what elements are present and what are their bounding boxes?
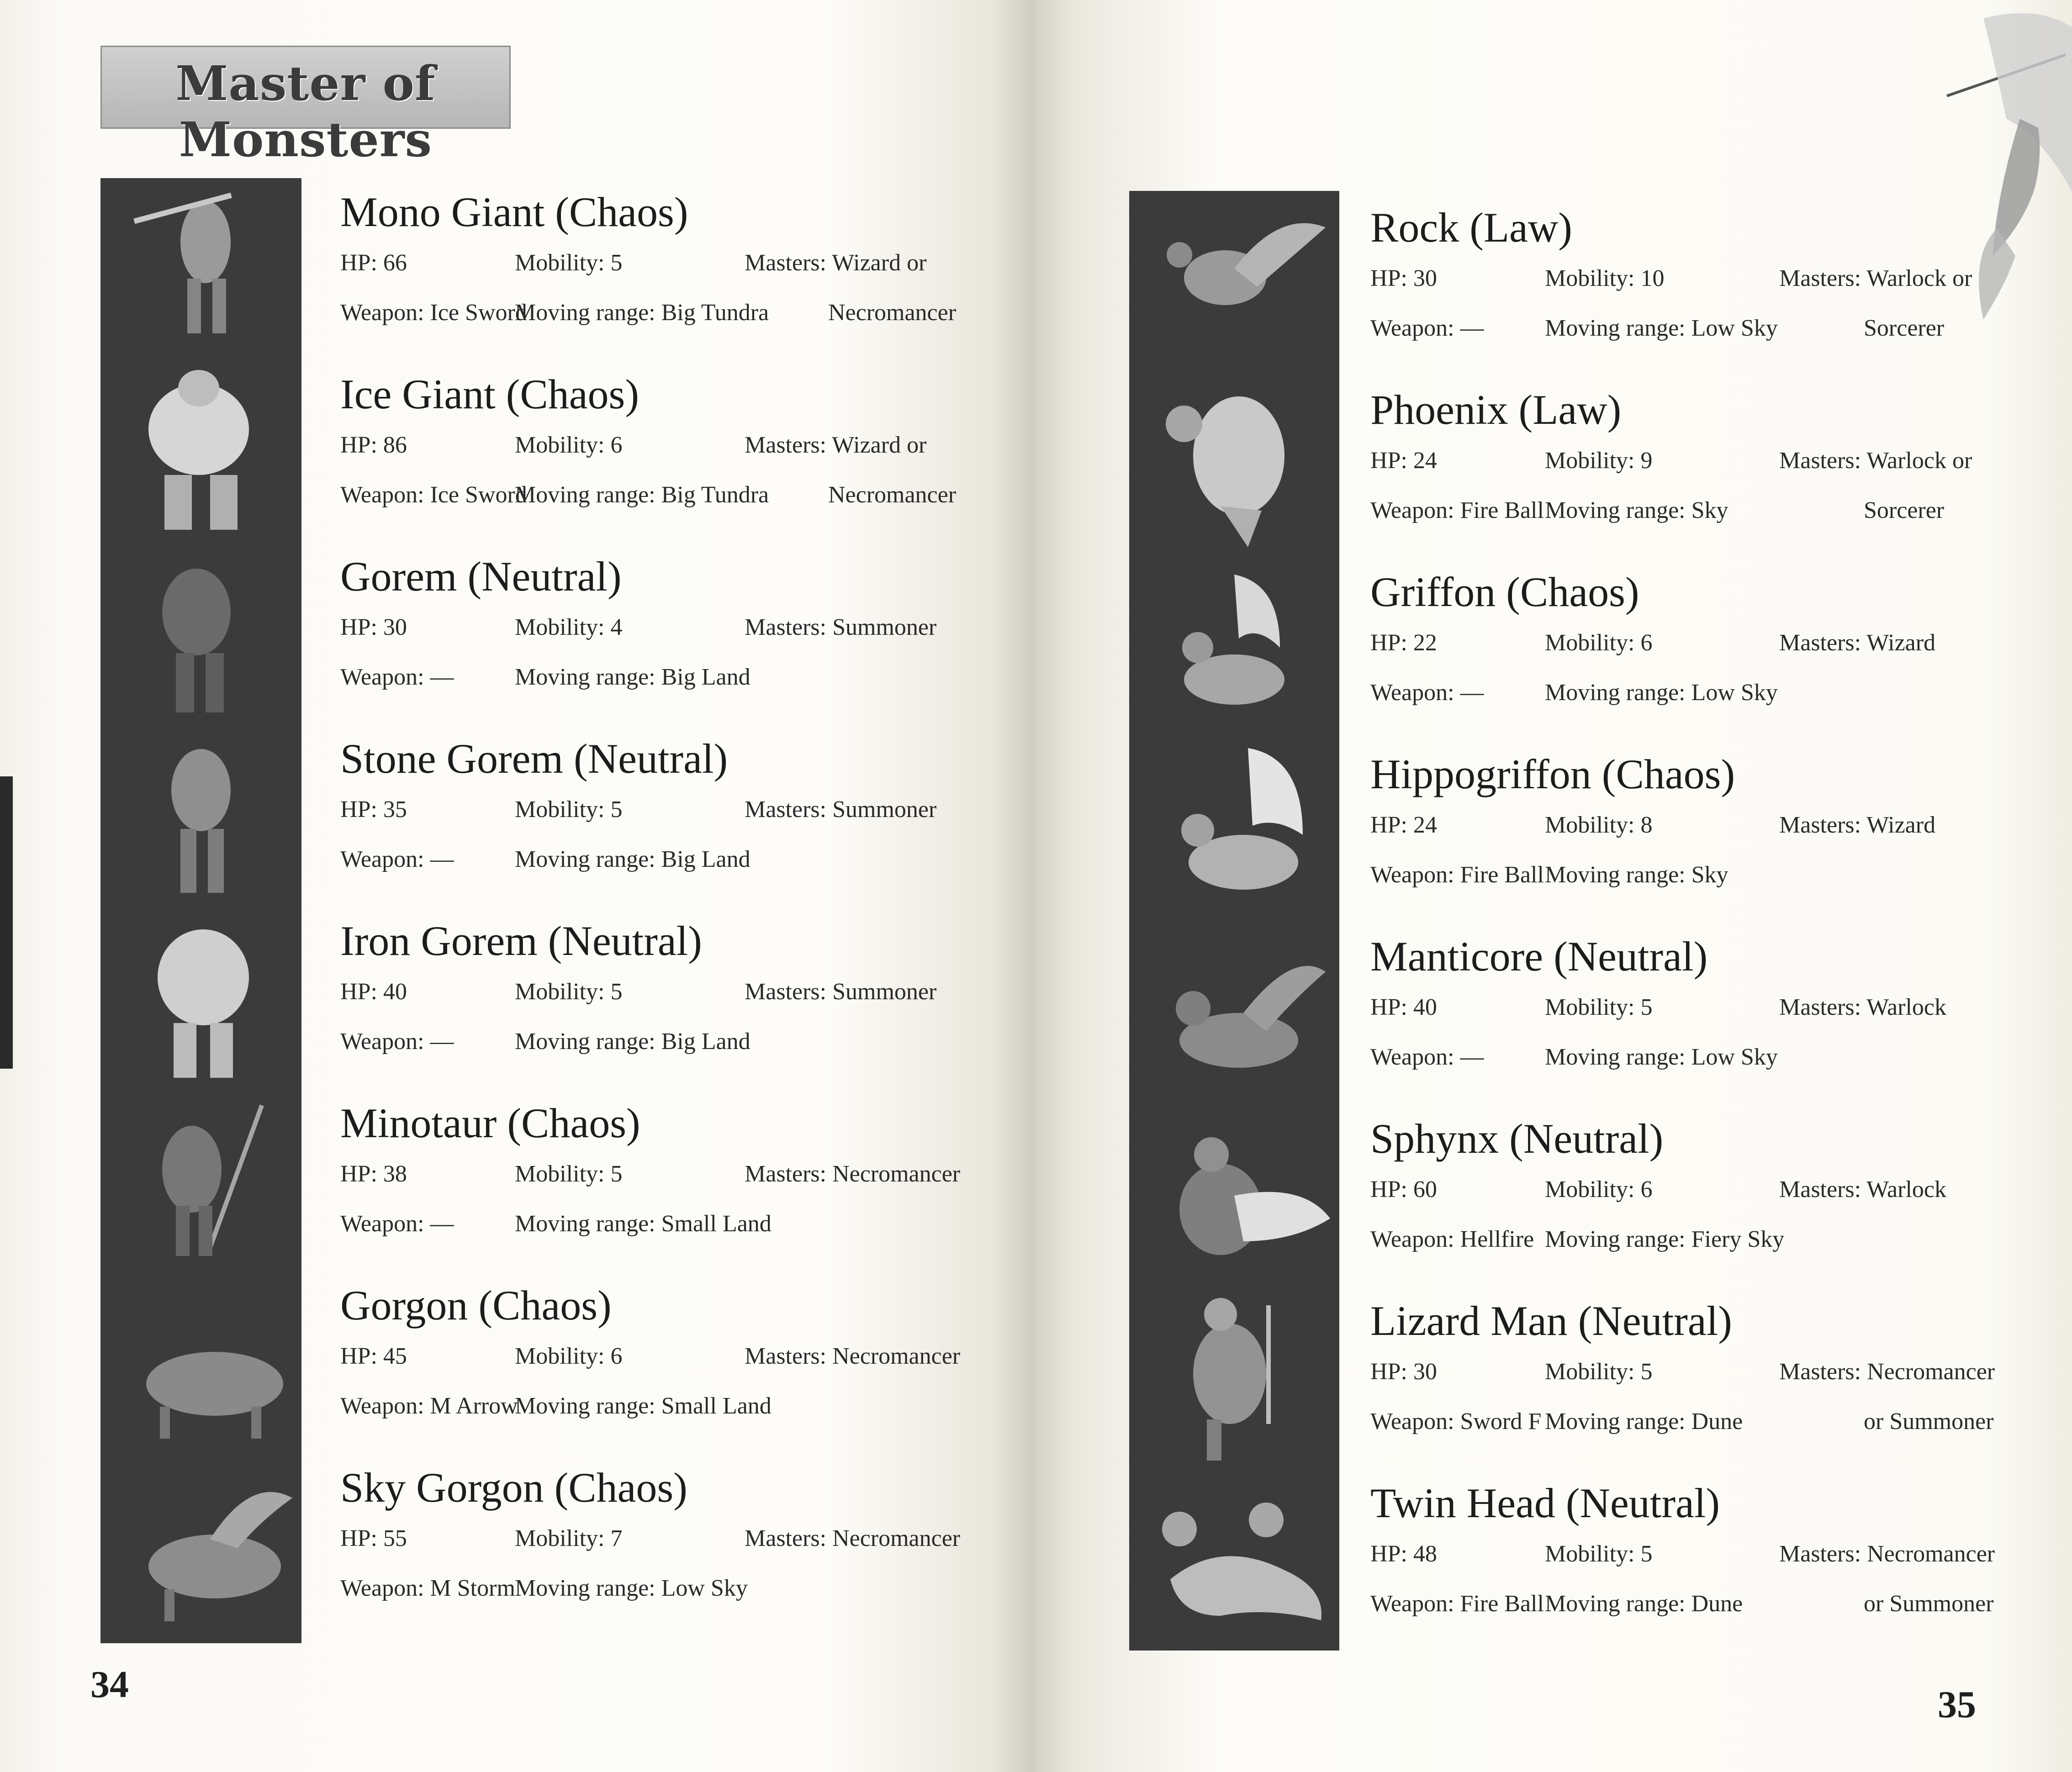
monster-name: Hippogriffon (Chaos) xyxy=(1370,751,1735,797)
monster-name: Ice Giant (Chaos) xyxy=(340,371,639,417)
page-edge-strip xyxy=(0,776,13,1069)
lizard-man-sprite xyxy=(1129,1287,1339,1470)
page-number: 35 xyxy=(1938,1683,1976,1726)
mono-giant-sprite xyxy=(100,178,301,361)
mobility-stat: Mobility: 4 xyxy=(515,614,623,640)
monster-name: Rock (Law) xyxy=(1370,204,1572,251)
sphynx-sprite xyxy=(1129,1104,1339,1287)
moving-range-stat: Moving range: Low Sky xyxy=(1545,1044,1778,1070)
monster-name: Gorem (Neutral) xyxy=(340,553,622,600)
iron-gorem-sprite xyxy=(100,909,301,1092)
masters-stat: Masters: Summoner xyxy=(745,979,937,1005)
weapon-stat: Weapon: — xyxy=(340,1028,454,1055)
phoenix-sprite xyxy=(1129,374,1339,556)
masters-stat: Masters: Necromancer xyxy=(1779,1541,1995,1567)
moving-range-stat: Moving range: Small Land xyxy=(515,1393,772,1419)
moving-range-stat: Moving range: Big Tundra xyxy=(515,482,769,508)
hp-stat: HP: 30 xyxy=(1370,265,1437,291)
hp-stat: HP: 30 xyxy=(1370,1359,1437,1385)
weapon-stat: Weapon: — xyxy=(340,1211,454,1237)
masters-stat: Masters: Wizard or xyxy=(745,250,927,276)
monster-portrait-strip xyxy=(100,178,301,1643)
weapon-stat: Weapon: — xyxy=(340,846,454,872)
masters-stat: Masters: Necromancer xyxy=(745,1525,961,1551)
sky-gorgon-sprite xyxy=(100,1457,301,1640)
left-page xyxy=(0,0,1033,1772)
monster-name: Phoenix (Law) xyxy=(1370,386,1622,433)
hp-stat: HP: 22 xyxy=(1370,630,1437,656)
moving-range-stat: Moving range: Sky xyxy=(1545,862,1728,888)
stone-gorem-sprite xyxy=(100,726,301,909)
masters-stat: Masters: Warlock xyxy=(1779,1176,1946,1202)
hp-stat: HP: 55 xyxy=(340,1525,407,1551)
monster-name: Stone Gorem (Neutral) xyxy=(340,735,728,782)
weapon-stat: Weapon: — xyxy=(1370,680,1484,706)
hp-stat: HP: 30 xyxy=(340,614,407,640)
griffon-sprite xyxy=(1129,556,1339,739)
monster-name: Griffon (Chaos) xyxy=(1370,569,1639,615)
weapon-stat: Weapon: Fire Ball xyxy=(1370,1591,1544,1617)
rock-sprite xyxy=(1129,191,1339,374)
masters-continued: Necromancer xyxy=(828,482,957,508)
weapon-stat: Weapon: M Arrow xyxy=(340,1393,518,1419)
weapon-stat: Weapon: Ice Sword xyxy=(340,482,527,508)
monster-portrait-strip xyxy=(1129,191,1339,1651)
masters-stat: Masters: Wizard xyxy=(1779,812,1936,838)
moving-range-stat: Moving range: Small Land xyxy=(515,1211,772,1237)
monster-name: Gorgon (Chaos) xyxy=(340,1282,612,1329)
masters-stat: Masters: Necromancer xyxy=(745,1161,961,1187)
weapon-stat: Weapon: Fire Ball xyxy=(1370,862,1544,888)
monster-name: Mono Giant (Chaos) xyxy=(340,189,688,235)
hp-stat: HP: 86 xyxy=(340,432,407,458)
masters-continued: Sorcerer xyxy=(1864,315,1945,341)
mobility-stat: Mobility: 5 xyxy=(1545,1359,1653,1385)
hp-stat: HP: 60 xyxy=(1370,1176,1437,1202)
twin-head-sprite xyxy=(1129,1470,1339,1651)
monster-name: Sphynx (Neutral) xyxy=(1370,1115,1664,1162)
hp-stat: HP: 40 xyxy=(340,979,407,1005)
weapon-stat: Weapon: — xyxy=(1370,1044,1484,1070)
page-number: 34 xyxy=(90,1663,129,1706)
weapon-stat: Weapon: — xyxy=(1370,315,1484,341)
manticore-sprite xyxy=(1129,922,1339,1104)
mobility-stat: Mobility: 7 xyxy=(515,1525,623,1551)
mobility-stat: Mobility: 5 xyxy=(515,796,623,823)
monster-name: Twin Head (Neutral) xyxy=(1370,1480,1720,1526)
moving-range-stat: Moving range: Big Land xyxy=(515,846,751,872)
weapon-stat: Weapon: Hellfire xyxy=(1370,1226,1534,1252)
monster-name: Manticore (Neutral) xyxy=(1370,933,1708,980)
moving-range-stat: Moving range: Dune xyxy=(1545,1408,1743,1434)
weapon-stat: Weapon: — xyxy=(340,664,454,690)
monster-name: Sky Gorgon (Chaos) xyxy=(340,1464,687,1511)
masters-stat: Masters: Warlock or xyxy=(1779,265,1972,291)
hp-stat: HP: 45 xyxy=(340,1343,407,1369)
moving-range-stat: Moving range: Fiery Sky xyxy=(1545,1226,1785,1252)
moving-range-stat: Moving range: Sky xyxy=(1545,497,1728,523)
masters-continued: Necromancer xyxy=(828,300,957,326)
masters-stat: Masters: Wizard or xyxy=(745,432,927,458)
masters-continued: Sorcerer xyxy=(1864,497,1945,523)
title-badge xyxy=(100,46,511,168)
masters-stat: Masters: Necromancer xyxy=(1779,1359,1995,1385)
hp-stat: HP: 66 xyxy=(340,250,407,276)
weapon-stat: Weapon: Ice Sword xyxy=(340,300,527,326)
hp-stat: HP: 24 xyxy=(1370,812,1437,838)
mobility-stat: Mobility: 5 xyxy=(515,250,623,276)
mobility-stat: Mobility: 6 xyxy=(1545,1176,1653,1202)
masters-continued: or Summoner xyxy=(1864,1591,1994,1617)
mobility-stat: Mobility: 9 xyxy=(1545,448,1653,474)
mobility-stat: Mobility: 8 xyxy=(1545,812,1653,838)
weapon-stat: Weapon: M Storm xyxy=(340,1575,515,1601)
hippogriffon-sprite xyxy=(1129,739,1339,922)
masters-stat: Masters: Summoner xyxy=(745,796,937,823)
masters-continued: or Summoner xyxy=(1864,1408,1994,1434)
hp-stat: HP: 38 xyxy=(340,1161,407,1187)
hp-stat: HP: 24 xyxy=(1370,448,1437,474)
monster-name: Minotaur (Chaos) xyxy=(340,1100,640,1146)
masters-stat: Masters: Summoner xyxy=(745,614,937,640)
minotaur-sprite xyxy=(100,1092,301,1274)
masters-stat: Masters: Warlock xyxy=(1779,994,1946,1020)
gorem-sprite xyxy=(100,543,301,726)
moving-range-stat: Moving range: Big Land xyxy=(515,1028,751,1055)
monster-name: Lizard Man (Neutral) xyxy=(1370,1297,1732,1344)
mobility-stat: Mobility: 5 xyxy=(515,1161,623,1187)
hp-stat: HP: 35 xyxy=(340,796,407,823)
moving-range-stat: Moving range: Big Land xyxy=(515,664,751,690)
mobility-stat: Mobility: 5 xyxy=(515,979,623,1005)
moving-range-stat: Moving range: Low Sky xyxy=(1545,680,1778,706)
moving-range-stat: Moving range: Dune xyxy=(1545,1591,1743,1617)
weapon-stat: Weapon: Fire Ball xyxy=(1370,497,1544,523)
mobility-stat: Mobility: 6 xyxy=(515,432,623,458)
mobility-stat: Mobility: 10 xyxy=(1545,265,1665,291)
gorgon-sprite xyxy=(100,1274,301,1457)
monster-name: Iron Gorem (Neutral) xyxy=(340,918,702,964)
moving-range-stat: Moving range: Low Sky xyxy=(1545,315,1778,341)
page-title: Master of Monsters xyxy=(175,55,436,168)
winged-warrior-illustration xyxy=(1929,0,2072,356)
masters-stat: Masters: Necromancer xyxy=(745,1343,961,1369)
mobility-stat: Mobility: 6 xyxy=(1545,630,1653,656)
ice-giant-sprite xyxy=(100,361,301,543)
mobility-stat: Mobility: 5 xyxy=(1545,994,1653,1020)
moving-range-stat: Moving range: Big Tundra xyxy=(515,300,769,326)
masters-stat: Masters: Wizard xyxy=(1779,630,1936,656)
hp-stat: HP: 40 xyxy=(1370,994,1437,1020)
moving-range-stat: Moving range: Low Sky xyxy=(515,1575,748,1601)
mobility-stat: Mobility: 6 xyxy=(515,1343,623,1369)
right-page xyxy=(1033,0,2072,1772)
mobility-stat: Mobility: 5 xyxy=(1545,1541,1653,1567)
weapon-stat: Weapon: Sword F xyxy=(1370,1408,1542,1434)
hp-stat: HP: 48 xyxy=(1370,1541,1437,1567)
masters-stat: Masters: Warlock or xyxy=(1779,448,1972,474)
